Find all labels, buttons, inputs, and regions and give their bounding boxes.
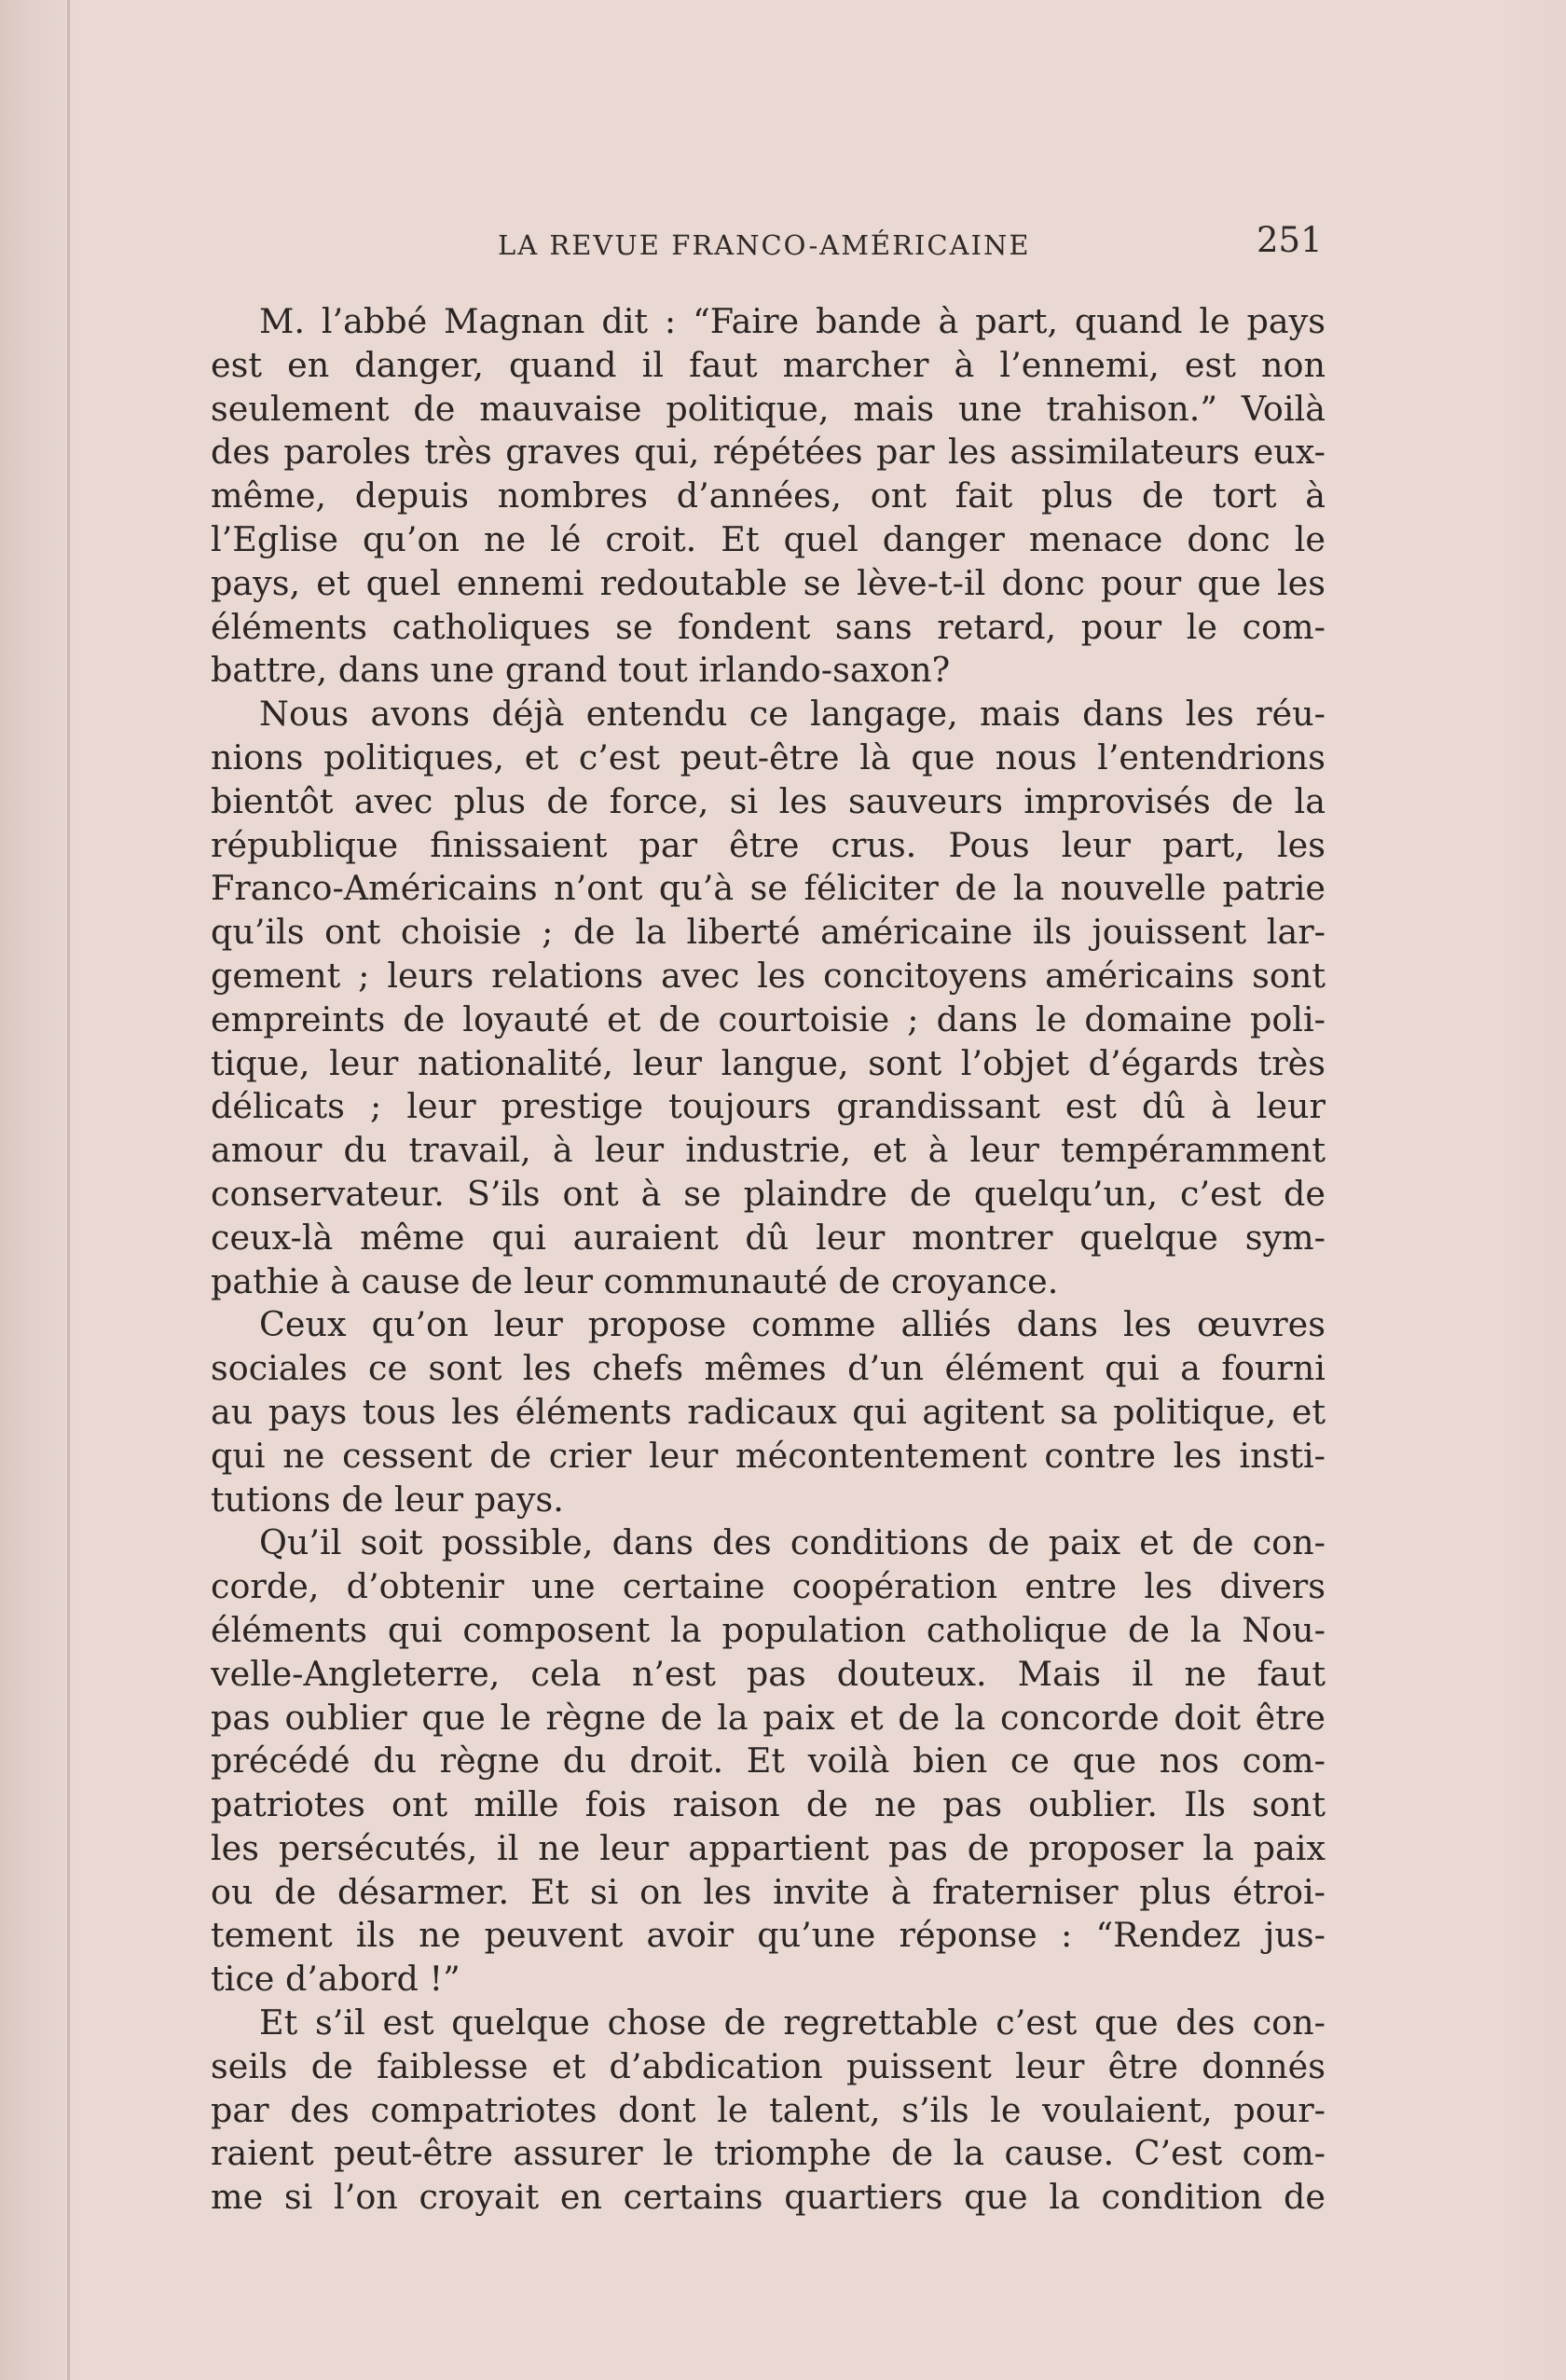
text-line: battre, dans une grand tout irlando-saxon? [211,650,951,691]
page-number: 251 [1257,220,1323,260]
text-line: tutions de leur pays. [211,1479,564,1520]
text-line: me si l’on croyait en certains quartiers que la condition de [211,2177,1326,2218]
text-line: des paroles très graves qui, répétées par les assimilateurs eux- [211,432,1326,473]
text-line: qui ne cessent de crier leur mécontentement contre les insti- [211,1435,1326,1476]
text-line: délicats ; leur prestige toujours grandissant est dû à leur [211,1086,1326,1127]
body-text [211,300,1326,2220]
text-line: Franco-Américains n’ont qu’à se féliciter de la nouvelle patrie [211,868,1326,909]
text-line: république finissaient par être crus. Pous leur part, les [211,824,1326,865]
text-line: conservateur. S’ils ont à se plaindre de quelqu’un, c’est de [211,1173,1326,1214]
text-line: M. l’abbé Magnan dit : “Faire bande à part, quand le pays [259,301,1326,341]
text-line: pays, et quel ennemi redoutable se lève-t-il donc pour que les [211,562,1326,603]
text-line: corde, d’obtenir une certaine coopération entre les divers [211,1566,1326,1607]
text-line: bientôt avec plus de force, si les sauveurs improvisés de la [211,780,1326,821]
text-line: Ceux qu’on leur propose comme alliés dans les œuvres [259,1304,1326,1345]
text-line: tement ils ne peuvent avoir qu’une réponse : “Rendez jus- [211,1915,1326,1956]
text-line: gement ; leurs relations avec les concitoyens américains sont [211,955,1326,996]
text-line: pas oublier que le règne de la paix et de la concorde doit être [211,1697,1326,1738]
text-line: qu’ils ont choisie ; de la liberté américaine ils jouissent lar- [211,912,1326,953]
text-line: précédé du règne du droit. Et voilà bien ce que nos com- [211,1740,1326,1782]
text-line: sociales ce sont les chefs mêmes d’un élément qui a fourni [211,1348,1326,1389]
text-line: ceux-là même qui auraient dû leur montrer quelque sym- [211,1217,1326,1258]
text-line: seils de faiblesse et d’abdication puissent leur être donnés [211,2045,1326,2086]
text-line: nions politiques, et c’est peut-être là que nous l’entendrions [211,736,1326,777]
binding-gutter [67,0,70,2380]
text-line: ou de désarmer. Et si on les invite à fraterniser plus étroi- [211,1871,1326,1912]
text-line: au pays tous les éléments radicaux qui agitent sa politique, et [211,1391,1326,1432]
text-line: l’Eglise qu’on ne lé croit. Et quel danger menace donc le [211,518,1326,559]
running-head [0,220,1566,267]
text-line: velle-Angleterre, cela n’est pas douteux. Mais il ne faut [211,1653,1326,1694]
text-line: empreints de loyauté et de courtoisie ; dans le domaine poli- [211,998,1326,1039]
text-line: par des compatriotes dont le talent, s’ils le voulaient, pour- [211,2089,1326,2130]
text-line: amour du travail, à leur industrie, et à leur tempéramment [211,1130,1326,1171]
text-line: pathie à cause de leur communauté de croyance. [211,1260,1059,1301]
text-line: patriotes ont mille fois raison de ne pas oublier. Ils sont [211,1784,1326,1825]
text-line: est en danger, quand il faut marcher à l’ennemi, est non [211,344,1326,385]
text-line: tice d’abord !” [211,1959,460,2000]
text-line: raient peut-être assurer le triomphe de la cause. C’est com- [211,2133,1326,2174]
running-head-title: LA REVUE FRANCO-AMÉRICAINE [498,229,1031,261]
text-line: Et s’il est quelque chose de regrettable c’est que des con- [259,2002,1326,2043]
text-line: seulement de mauvaise politique, mais une trahison.” Voilà [211,388,1326,429]
text-line: Qu’il soit possible, dans des conditions de paix et de con- [259,1522,1326,1563]
text-line: éléments qui composent la population catholique de la Nou- [211,1609,1326,1650]
text-line: les persécutés, il ne leur appartient pas de proposer la paix [211,1827,1326,1868]
text-line: même, depuis nombres d’années, ont fait plus de tort à [211,475,1326,516]
text-line: tique, leur nationalité, leur langue, sont l’objet d’égards très [211,1042,1326,1083]
text-line: Nous avons déjà entendu ce langage, mais dans les réu- [259,694,1326,735]
text-line: éléments catholiques se fondent sans retard, pour le com- [211,606,1326,647]
